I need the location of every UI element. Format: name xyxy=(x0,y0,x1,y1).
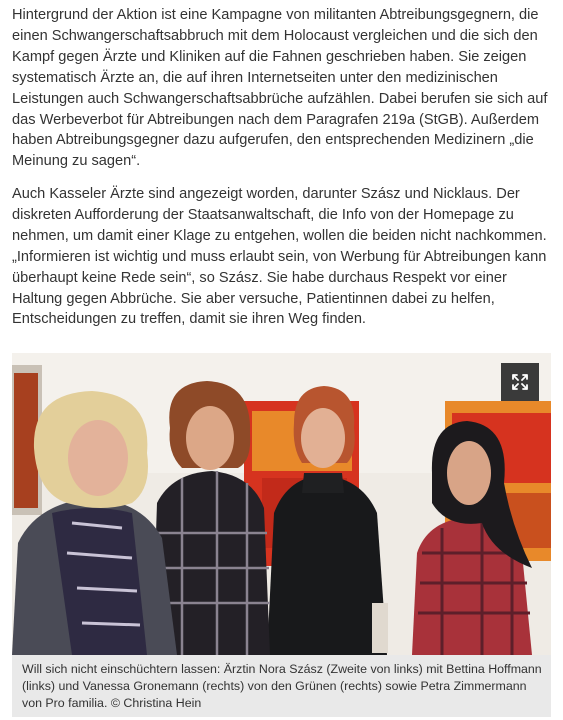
figure-caption: Will sich nicht einschüchtern lassen: Ärztin Nora Szász (Zweite von links) mit Bettina Hoffmann (links) und Vanessa Gronemann (rechts) von den Grünen (rechts) sowie Petra Zimmermann von Pro familia. © Christina Hein xyxy=(22,662,542,710)
article-figure xyxy=(12,353,551,717)
expand-image-button[interactable] xyxy=(501,363,539,401)
article-paragraph: Hintergrund der Aktion ist eine Kampagne von militanten Abtreibungsgegnern, die einen Schwangerschaftsabbruch mit dem Holocaust vergleichen und die sich den Kampf gegen Ärzte und Kliniken auf die Fahnen geschrieben haben. Sie zeigen systematisch Ärzte an, die auf ihren Internetseiten unter den medizinischen Leistungen auch Schwangerschaftsabbrüche aufzählen. Dabei berufen sie sich auf das Werbeverbot für Abtreibungen nach dem Paragrafen 219a (StGB). Außerdem haben Abtreibungsgegner dazu aufgerufen, den entsprechenden Medizinern „die Meinung zu sagen“. xyxy=(12,7,548,170)
photo-illustration xyxy=(12,353,551,655)
article-photo[interactable] xyxy=(12,353,551,655)
article-paragraph: Auch Kasseler Ärzte sind angezeigt worden, darunter Szász und Nicklaus. Der diskreten Aufforderung der Staatsanwaltschaft, die Info von der Homepage zu nehmen, um damit einer Klage zu entgehen, wollen die beiden nicht nachkommen. „Informieren ist wichtig und muss erlaubt sein, von Werbung für Abtreibungen kann überhaupt keine Rede sein“, so Szász. Sie habe durchaus Respekt vor einer Haltung gegen Abbrüche. Sie aber versuche, Patientinnen dabei zu helfen, Entscheidungen zu treffen, damit sie ihren Weg finden. xyxy=(12,186,547,328)
expand-arrows-icon xyxy=(511,373,529,391)
